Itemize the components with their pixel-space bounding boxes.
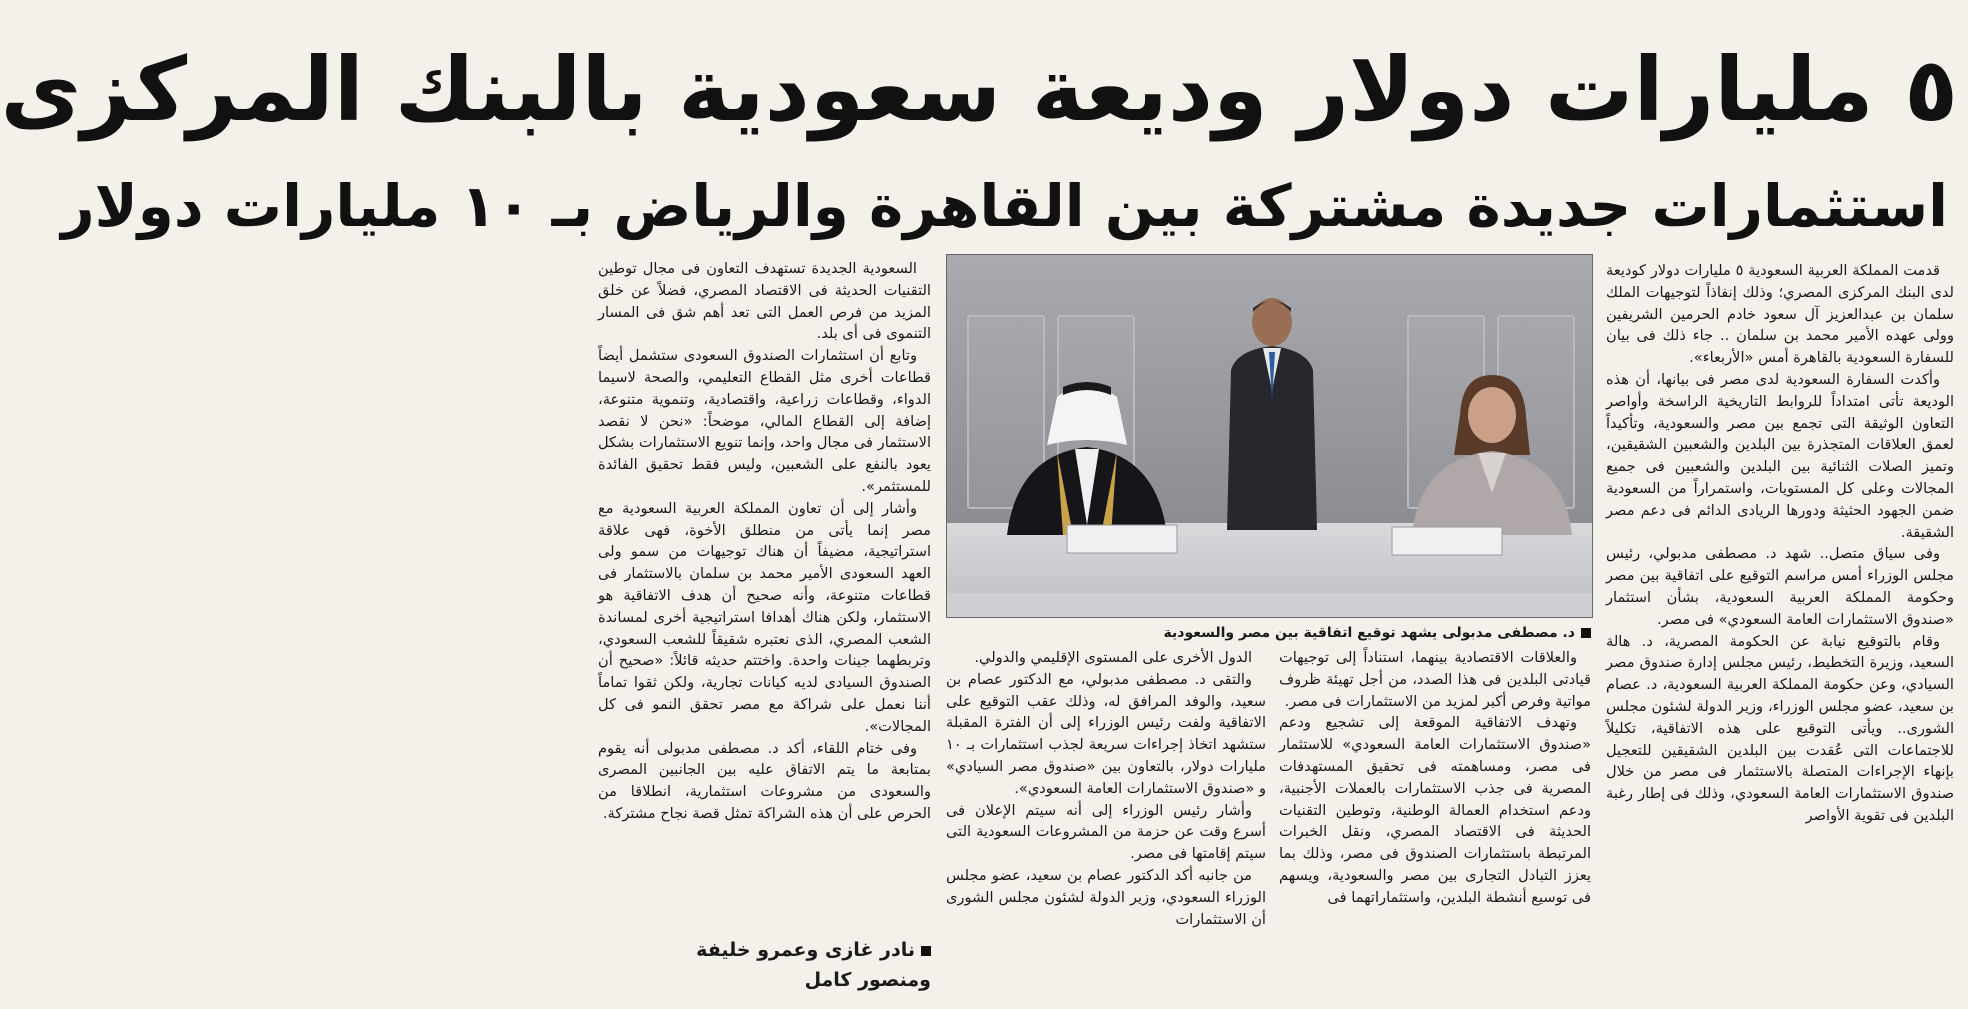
standing-official-figure <box>1217 290 1327 530</box>
headline: ٥ مليارات دولار وديعة سعودية بالبنك المركزى <box>0 38 1958 141</box>
paragraph: وفى ختام اللقاء، أكد د. مصطفى مدبولى أنه يقوم بمتابعة ما يتم الاتفاق عليه بين الجانبين المصرى والسعودى من مشروعات استثمارية، انطلاقا من الحرص على أن هذه الشراكة تمثل قصة نجاح مشتركة. <box>598 739 931 822</box>
egyptian-minister-figure <box>1392 375 1592 535</box>
paragraph: الدول الأخرى على المستوى الإقليمي والدولي. <box>974 649 1252 666</box>
paragraph: وتهدف الاتفاقية الموقعة إلى تشجيع ودعم «صندوق الاستثمارات العامة السعودي» للاستثمار فى مصر، ومساهمته فى تحقيق المستهدفات المصرية فى جذب الاستثمارات بالعملات الأجنبية، ودعم استخدام العمالة الوطنية، وتوطين التقنيات الحديثة فى الاقتصاد المصري، ونقل الخبرات المرتبطة باستثمارات الصندوق فى مصر، وذلك بما يعزز التبادل التجارى بين مصر والسعودية، ويسهم فى توسيع أنشطة البلدين، واستثماراتهما فى <box>1279 714 1591 906</box>
paragraph: من جانبه أكد الدكتور عصام بن سعيد، عضو مجلس الوزراء السعودي، وزير الدولة لشئون مجلس الشورى أن الاستثمارات <box>946 866 1266 928</box>
saudi-official-figure <box>987 375 1187 535</box>
paragraph: قدمت المملكة العربية السعودية ٥ مليارات دولار كوديعة لدى البنك المركزى المصري؛ وذلك إنفاذاً لتوجيهات الملك سلمان بن عبدالعزيز آل سعود خادم الحرمين الشريفين وولى عهده الأمير محمد بن سلمان .. جاء ذلك فى بيان للسفارة السعودية بالقاهرة أمس «الأربعاء». <box>1606 262 1954 367</box>
paragraph: وقام بالتوقيع نيابة عن الحكومة المصرية، د. هالة السعيد، وزيرة التخطيط، رئيس مجلس إدارة صندوق مصر السيادي، وعن حكومة المملكة العربية السعودية، د. عصام بن سعيد، عضو مجلس الوزراء، وزير الدولة لشئون مجلس الشورى.. ويأتى التوقيع على هذه الاتفاقية، تكليلاً للاجتماعات التى عُقدت بين البلدين الشقيقين للتعجيل بإنهاء الإجراءات المتصلة بالاستثمار فى مصر من خلال صندوق الاستثمارات العامة السعودي، وذلك فى إطار رغبة البلدين فى تقوية الأواصر <box>1606 632 1954 824</box>
bullet-square-icon <box>1581 628 1591 638</box>
article-column-left <box>598 258 931 930</box>
article-column-middle-right <box>1279 647 1591 1003</box>
byline-line-1: نادر غازى وعمرو خليفة <box>598 935 931 965</box>
desk-placard-left <box>1067 525 1177 565</box>
subheadline: استثمارات جديدة مشتركة بين القاهرة والرياض بـ ١٠ مليارات دولار <box>61 172 1948 240</box>
article-column-right <box>1606 260 1954 1000</box>
paragraph: والتقى د. مصطفى مدبولي، مع الدكتور عصام بن سعيد، والوفد المرافق له، وذلك عقب التوقيع على الاتفاقية ولفت رئيس الوزراء إلى أن الفترة المقبلة ستشهد اتخاذ إجراءات سريعة لجذب استثمارات بـ ١٠ مليارات دولار، بالتعاون بين «صندوق مصر السيادي» و «صندوق الاستثمارات العامة السعودي». <box>946 670 1266 797</box>
byline <box>598 935 931 997</box>
paragraph: والعلاقات الاقتصادية بينهما، استناداً إلى توجيهات قيادتى البلدين فى هذا الصدد، من أجل تهيئة ظروف مواتية وفرص أكبر لمزيد من الاستثمارات فى مصر. <box>1279 649 1591 710</box>
paragraph: وأشار رئيس الوزراء إلى أنه سيتم الإعلان فى أسرع وقت عن حزمة من المشروعات السعودية التى سيتم إقامتها فى مصر. <box>946 801 1266 863</box>
photo-caption: د. مصطفى مدبولى يشهد توقيع اتفاقية بين مصر والسعودية <box>1158 622 1591 644</box>
paragraph: وأشار إلى أن تعاون المملكة العربية السعودية مع مصر إنما يأتى من منطلق الأخوة، فهى علاقة استراتيجية، مضيفاً أن هناك توجيهات من سمو ولى العهد السعودى الأمير محمد بن سلمان بالاستثمار فى قطاعات متنوعة، وأنه صحيح أن هدف الاتفاقية هو الاستثمار، ولكن هناك أهدافا استراتيجية أخرى لمساندة الشعب المصري، الذى نعتبره شقيقاً للشعب السعودي، وتربطهما جينات واحدة. واختتم حديثه قائلاً: «صحيح أن الصندوق السيادى لديه كيانات تجارية، ولكن ثقوا تماماً أننا نعمل على شراكة مع مصر تحقق النمو فى كل المجالات». <box>598 499 931 735</box>
paragraph: وأكدت السفارة السعودية لدى مصر فى بيانها، أن هذه الوديعة تأتى امتداداً للروابط التاريخية الراسخة وأواصر التعاون الوثيقة التى تجمع بين مصر والسعودية، وتأكيداً لعمق العلاقات المتجذرة بين البلدين والشعبين الشقيقين، وتميز الصلات الثنائية بين البلدين والشعبين فى جميع المجالات وعلى كل المستويات، واستمراراً من السعودية ضمن الجهود الحثيثة ودورها الريادى الدائم فى دعم مصر الشقيقة. <box>1606 370 1954 541</box>
paragraph: وفى سياق متصل.. شهد د. مصطفى مدبولي، رئيس مجلس الوزراء أمس مراسم التوقيع على اتفاقية بين مصر وحكومة المملكة العربية السعودية، بشأن استثمار «صندوق الاستثمارات العامة السعودي» فى مصر. <box>1606 545 1954 628</box>
byline-line-2: ومنصور كامل <box>804 969 931 991</box>
desk-placard-right <box>1392 527 1502 567</box>
news-photo <box>946 254 1593 618</box>
paragraph: السعودية الجديدة تستهدف التعاون فى مجال توطين التقنيات الحديثة فى الاقتصاد المصري، فضلاً عن خلق المزيد من فرص العمل التى تعد أهم شق فى المسار التنموى فى أى بلد. <box>598 260 931 343</box>
bullet-square-icon <box>921 946 931 956</box>
paragraph: وتابع أن استثمارات الصندوق السعودى ستشمل أيضاً قطاعات أخرى مثل القطاع التعليمي، والصحة لاسيما الدواء، وقطاعات زراعية، واقتصادية، وتنموية متنوعة، إضافة إلى القطاع المالي، موضحاً: «نحن لا نقصد الاستثمار فى مجال واحد، وإنما تنويع الاستثمارات بشكل يعود بالنفع على الشعبين، وليس فقط تحقيق الفائدة للمستثمر». <box>598 347 931 495</box>
article-column-middle-left <box>946 647 1266 1003</box>
